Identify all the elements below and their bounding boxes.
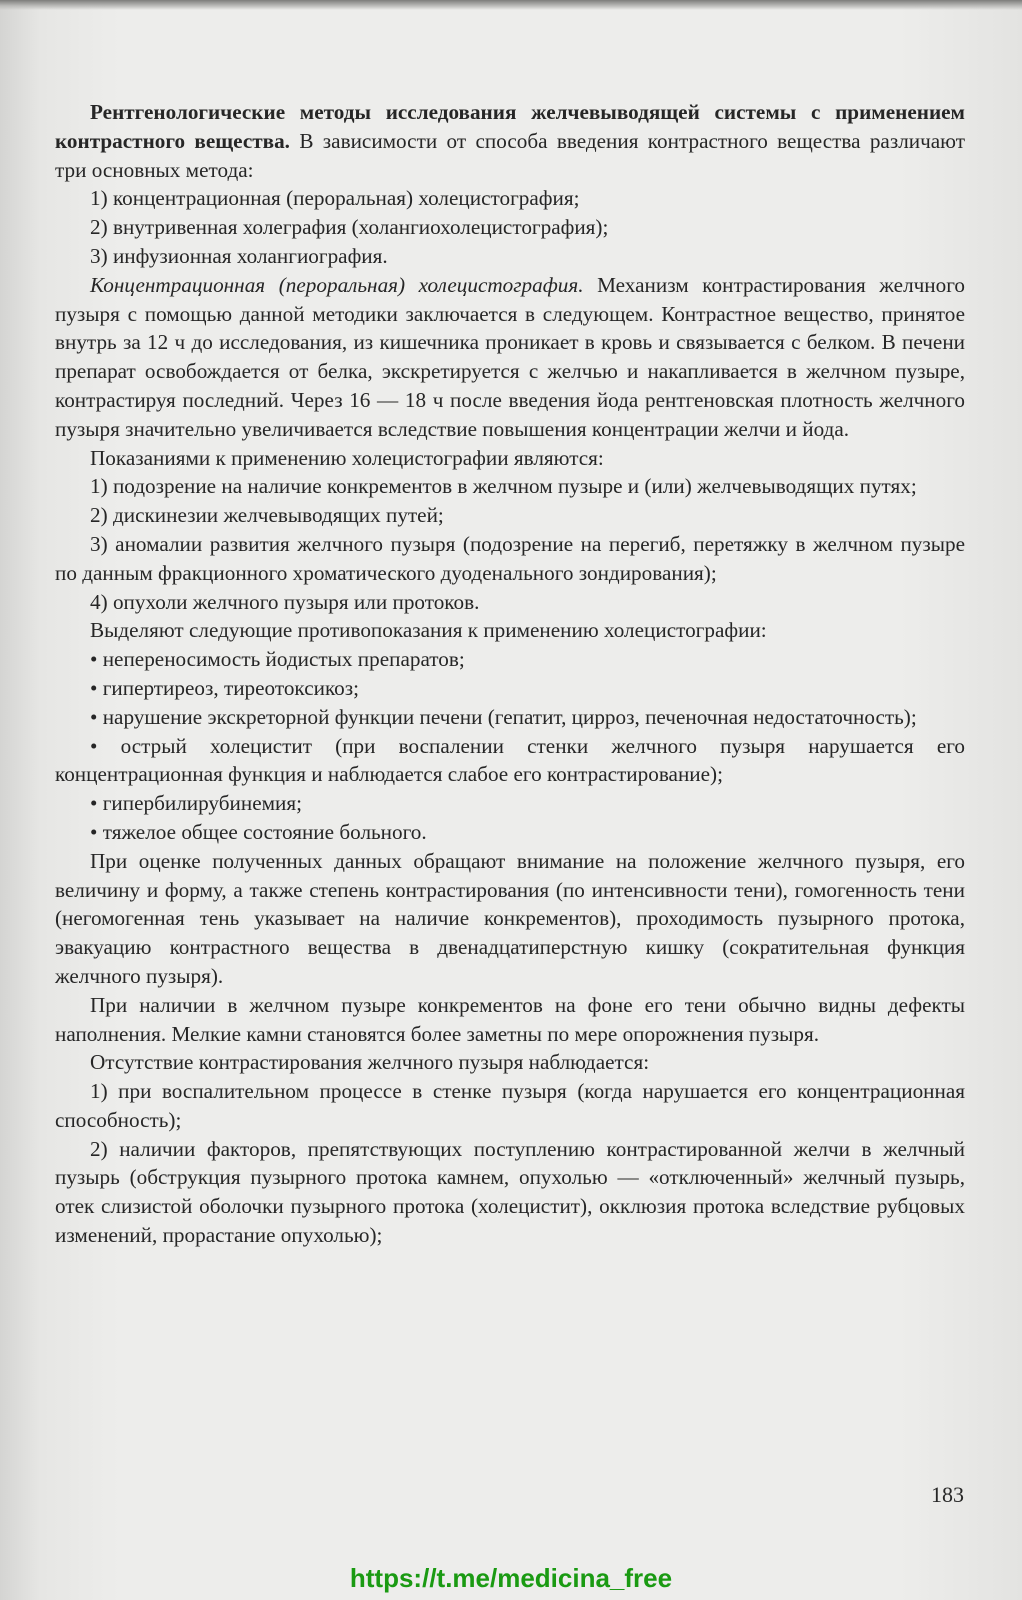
list-item: 1) концентрационная (пероральная) холецистография; <box>90 186 580 211</box>
list-item: 1) при воспалительном процессе в стенке пузыря (когда нарушается его концентрационная способность); <box>55 1079 965 1132</box>
watermark-link[interactable]: https://t.me/medicina_free <box>349 1563 673 1593</box>
list-item: • гипербилирубинемия; <box>90 791 302 816</box>
list-item: • тяжелое общее состояние больного. <box>90 819 427 844</box>
method-paragraph: Концентрационная (пероральная) холецистография. Механизм контрастирования желчного пузыря с помощью данной методики заключается в следующем. Контрастное вещество, принятое внутрь за 12 ч до исследования, из кишечника проникает в кровь и связывается с белком. В печени препарат освобождается от белка, экскретируется с желчью и накапливается в желчном пузыре, контрастируя последний. Через 16 — 18 ч после введения йода рентгеновская плотность желчного пузыря значительно увеличивается вследствие повышения концентрации желчи и йода. <box>55 272 965 441</box>
scan-edge <box>0 0 1022 10</box>
page-number: 183 <box>931 1482 964 1507</box>
intro-paragraph: Рентгенологические методы исследования желчевыводящей системы с применением контрастного вещества. В зависимости от способа введения контрастного вещества различают три основных метода: <box>55 100 965 182</box>
list-item: • гипертиреоз, тиреотоксикоз; <box>90 675 360 700</box>
indications-title: Показаниями к применению холецистографии являются: <box>90 445 604 470</box>
evaluation-paragraph: При оценке полученных данных обращают внимание на положение желчного пузыря, его величину и форму, а также степень контрастирования (по интенсивности тени), гомогенность тени (негомогенная тень указывает на наличие конкрементов), проходимость пузырного протока, эвакуацию контрастного вещества в двенадцатиперстную кишку (сократительная функция желчного пузыря). <box>55 848 965 988</box>
list-item: • нарушение экскреторной функции печени (гепатит, цирроз, печеночная недостаточность); <box>90 704 917 729</box>
method-title: Концентрационная (пероральная) холецистография. <box>90 272 584 297</box>
body-text <box>55 98 965 1250</box>
absence-title: Отсутствие контрастирования желчного пузыря наблюдается: <box>90 1050 650 1075</box>
list-item: 4) опухоли желчного пузыря или протоков. <box>90 589 480 614</box>
list-item: 3) аномалии развития желчного пузыря (подозрение на перегиб, перетяжку в желчном пузыре по данным фракционного хроматического дуоденального зондирования); <box>55 531 965 585</box>
list-item: • непереносимость йодистых препаратов; <box>90 647 465 672</box>
section-heading: Рентгенологические методы исследования желчевыводящей системы с применением контрастного вещества. <box>55 100 965 153</box>
stones-paragraph: При наличии в желчном пузыре конкрементов на фоне его тени обычно видны дефекты наполнения. Мелкие камни становятся более заметны по мере опорожнения пузыря. <box>55 992 965 1046</box>
list-item: 3) инфузионная холангиография. <box>90 243 388 268</box>
list-item: • острый холецистит (при воспалении стенки желчного пузыря нарушается его концентрационная функция и наблюдается слабое его контрастирование); <box>55 733 965 787</box>
list-item: 2) дискинезии желчевыводящих путей; <box>90 503 444 528</box>
list-item: 1) подозрение на наличие конкрементов в желчном пузыре и (или) желчевыводящих путях; <box>90 474 917 499</box>
list-item: 2) внутривенная холеграфия (холангиохолецистография); <box>90 215 609 240</box>
list-item: 2) наличии факторов, препятствующих поступлению контрастированной желчи в желчный пузырь (обструкция пузырного протока камнем, опухолью — «отключенный» желчный пузырь, отек слизистой оболочки пузырного протока (холецистит), окклюзия протока вследствие рубцовых изменений, прорастание опухолью); <box>55 1136 965 1248</box>
contraindications-title: Выделяют следующие противопоказания к применению холецистографии: <box>90 618 767 643</box>
